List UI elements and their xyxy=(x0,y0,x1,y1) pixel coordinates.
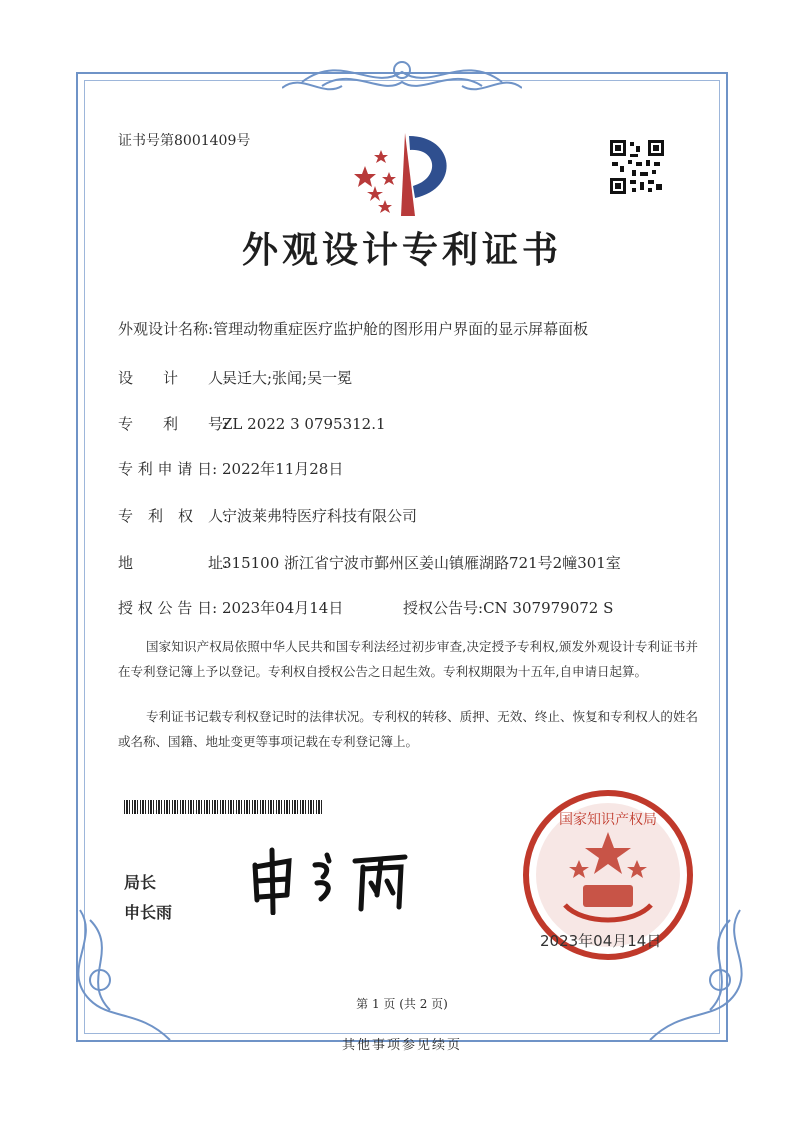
top-ornament xyxy=(282,52,522,98)
grant-statement: 国家知识产权局依照中华人民共和国专利法经过初步审查,决定授予专利权,颁发外观设计专利证书并在专利登记簿上予以登记。专利权自授权公告之日起生效。专利权期限为十五年,自申请日起算。 xyxy=(118,639,698,679)
address-row xyxy=(118,552,621,573)
grant-date-value: 2023年04月14日 xyxy=(222,599,344,617)
filing-date-label: 专 利 申 请 日: xyxy=(118,460,218,478)
design-name-label: 外观设计名称: xyxy=(118,320,214,338)
legal-status-statement: 专利证书记载专利权登记时的法律状况。专利权的转移、质押、无效、终止、恢复和专利权人的姓名或名称、国籍、地址变更等事项记载在专利登记簿上。 xyxy=(118,709,698,749)
patentee-row xyxy=(118,505,417,526)
grant-number-row xyxy=(403,597,613,618)
grant-date-row xyxy=(118,597,343,618)
filing-date-value: 2022年11月28日 xyxy=(222,460,344,478)
patentee-value: 宁波莱弗特医疗科技有限公司 xyxy=(222,507,418,525)
qr-code xyxy=(610,140,664,194)
patentee-label: 专 利 权 人: xyxy=(118,507,229,525)
filing-date-row xyxy=(118,458,343,479)
certificate-number: 证书号第8001409号 xyxy=(118,133,251,149)
patent-number-row xyxy=(118,413,386,434)
address-value: 315100 浙江省宁波市鄞州区姜山镇雁湖路721号2幢301室 xyxy=(222,554,621,572)
grant-number-value: CN 307979072 S xyxy=(483,599,614,617)
patent-number-value: ZL 2022 3 0795312.1 xyxy=(222,415,386,433)
page-number: 第 1 页 (共 2 页) xyxy=(356,997,448,1011)
seal-date: 2023年04月14日 xyxy=(540,932,662,950)
address-label: 地 址: xyxy=(118,554,229,572)
certificate-title: 外观设计专利证书 xyxy=(241,229,562,271)
barcode xyxy=(124,800,324,814)
director-name: 申长雨 xyxy=(124,903,173,922)
designer-row xyxy=(118,367,352,388)
footer-note: 其他事项参见续页 xyxy=(341,1038,462,1053)
patent-number-label: 专 利 号: xyxy=(118,415,229,433)
designer-value: 吴迁大;张闻;吴一冕 xyxy=(222,369,353,387)
director-title: 局长 xyxy=(124,873,157,892)
design-name-row xyxy=(118,318,588,339)
designer-label: 设 计 人: xyxy=(118,369,229,387)
director-signature xyxy=(245,845,415,915)
cnipa-logo xyxy=(345,128,465,218)
grant-number-label: 授权公告号: xyxy=(403,599,484,617)
design-name-value: 管理动物重症医疗监护舱的图形用户界面的显示屏幕面板 xyxy=(213,320,589,338)
seal-text: 国家知识产权局 xyxy=(559,812,657,828)
grant-date-label: 授 权 公 告 日: xyxy=(118,599,218,617)
